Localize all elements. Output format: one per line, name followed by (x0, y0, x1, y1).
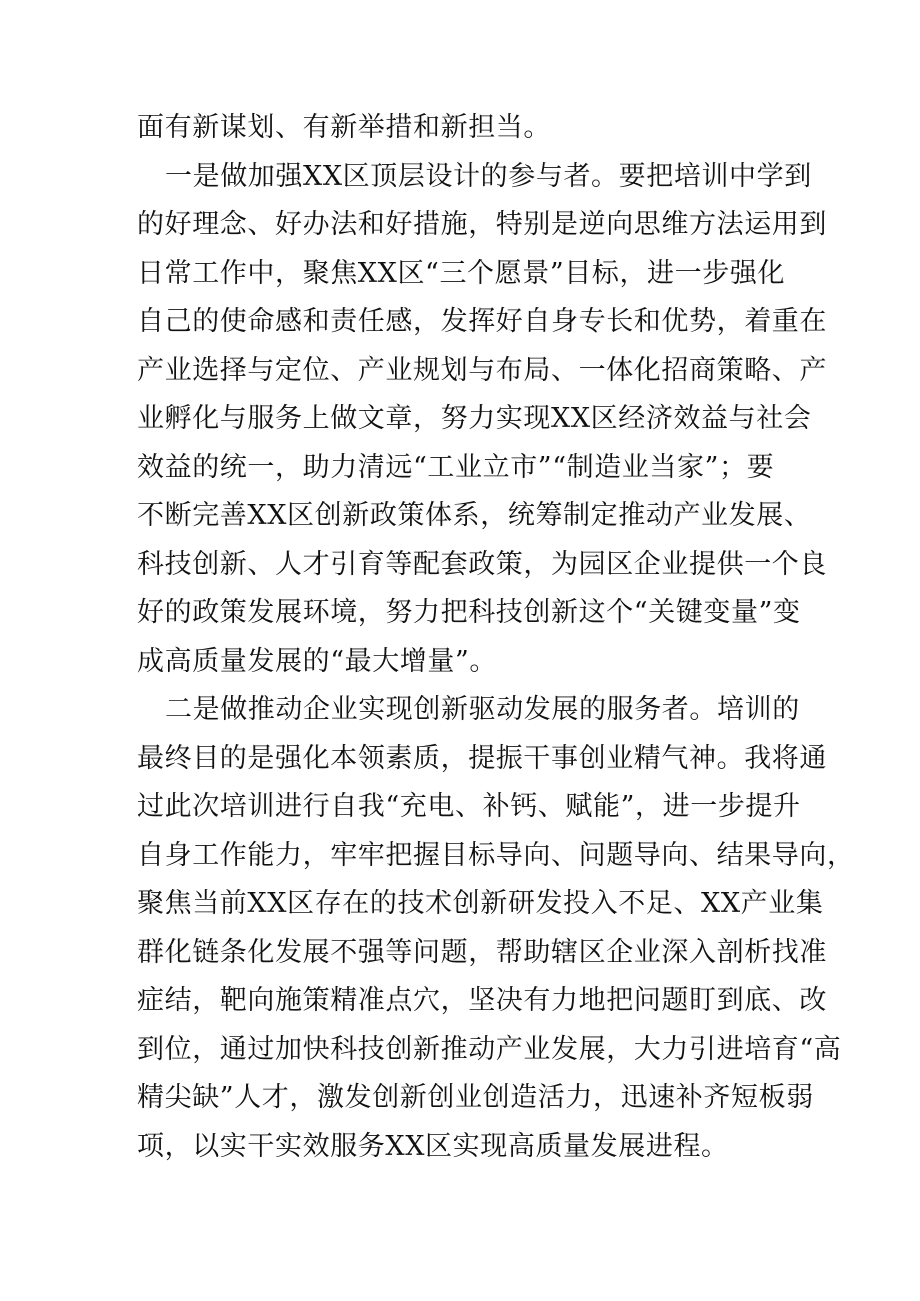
text-line: 面有新谋划、有新举措和新担当。 (137, 112, 551, 143)
text-line: 日常工作中，聚焦XX区“三个愿景”目标，进一步强化 (137, 257, 786, 289)
text-line: 最终目的是强化本领素质，提振干事创业精气神。我将通 (137, 742, 827, 774)
text-line: 效益的统一，助力清远“工业立市”“制造业当家”；要 (137, 451, 775, 483)
text-line: 业孵化与服务上做文章，努力实现XX区经济效益与社会 (137, 403, 812, 434)
text-line: 群化链条化发展不强等问题，帮助辖区企业深入剖析找准 (137, 936, 827, 968)
text-line: 过此次培训进行自我“充电、补钙、赋能”，进一步提升 (137, 791, 801, 822)
text-line: 症结，靶向施策精准点穴，坚决有力地把问题盯到底、改 (137, 985, 827, 1016)
text-line: 到位，通过加快科技创新推动产业发展，大力引进培育“高 (137, 1033, 842, 1065)
text-line: 精尖缺”人才，激发创新创业创造活力，迅速补齐短板弱 (137, 1082, 814, 1113)
text-line: 好的政策发展环境，努力把科技创新这个“关键变量”变 (137, 597, 801, 628)
paragraph-first-line: 二是做推动企业实现创新驱动发展的服务者。培训的 (165, 694, 800, 725)
text-line: 聚焦当前XX区存在的技术创新研发投入不足、XX产业集 (137, 888, 824, 919)
document-body (137, 104, 855, 1171)
text-line: 的好理念、好办法和好措施，特别是逆向思维方法运用到 (137, 209, 827, 240)
text-line: 自身工作能力，牢牢把握目标导向、问题导向、结果导向， (137, 839, 855, 871)
paragraph-first-line: 一是做加强XX区顶层设计的参与者。要把培训中学到 (165, 160, 812, 192)
text-line: 产业选择与定位、产业规划与布局、一体化招商策略、产 (137, 354, 827, 386)
text-line: 成高质量发展的“最大增量”。 (137, 645, 498, 677)
text-line: 科技创新、人才引育等配套政策，为园区企业提供一个良 (137, 548, 827, 580)
text-line: 自己的使命感和责任感，发挥好自身专长和优势，着重在 (137, 306, 827, 337)
text-line: 项，以实干实效服务XX区实现高质量发展进程。 (137, 1130, 729, 1162)
text-line: 不断完善XX区创新政策体系，统筹制定推动产业发展、 (137, 500, 812, 531)
